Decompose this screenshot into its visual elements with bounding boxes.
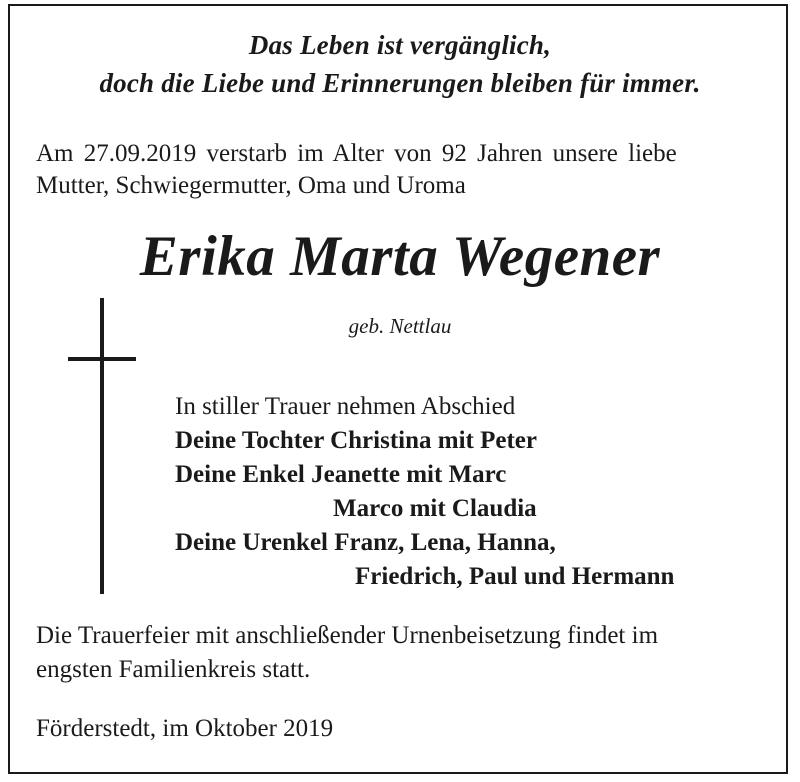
maiden-name — [0, 313, 800, 339]
funeral-info-line-1: Die Trauerfeier mit anschließender Urnenbeisetzung findet im — [36, 622, 659, 649]
death-announcement-line-1: Am 27.09.2019 verstarb im Alter von 92 Jahren unsere liebe — [36, 140, 677, 167]
death-announcement-line-2: Mutter, Schwiegermutter, Oma und Uroma — [36, 172, 466, 199]
cross-horizontal-bar — [68, 357, 136, 361]
mourner-daughter: Deine Tochter Christina mit Peter — [175, 427, 537, 454]
motto-line-1: Das Leben ist vergänglich, — [248, 30, 552, 60]
deceased-name: Erika Marta Wegener — [139, 225, 661, 288]
mourners-intro: In stiller Trauer nehmen Abschied — [175, 393, 516, 420]
mourner-great-grandchildren-2: Friedrich, Paul und Hermann — [355, 563, 675, 590]
funeral-info-line-2: engsten Familienkreis statt. — [36, 656, 311, 683]
place-and-date: Förderstedt, im Oktober 2019 — [36, 715, 334, 742]
maiden-name-text: geb. Nettlau — [348, 314, 452, 338]
mourner-grandchildren-2: Marco mit Claudia — [333, 495, 537, 522]
cross-vertical-bar — [100, 298, 104, 594]
mourner-grandchildren-1: Deine Enkel Jeanette mit Marc — [175, 461, 507, 488]
mourner-great-grandchildren-1: Deine Urenkel Franz, Lena, Hanna, — [175, 529, 556, 556]
motto-line-2: doch die Liebe und Erinnerungen bleiben für immer. — [99, 68, 701, 98]
